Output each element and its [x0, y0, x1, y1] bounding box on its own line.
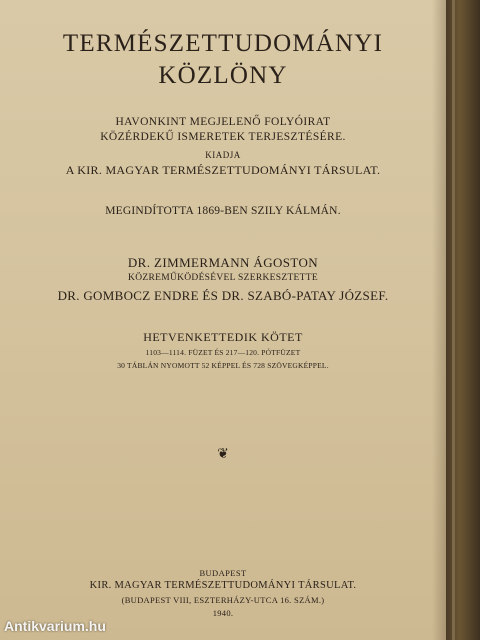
binding-edge [452, 0, 455, 640]
imprint-address: (BUDAPEST VIII, ESZTERHÁZY-UTCA 16. SZÁM.) [121, 595, 325, 605]
volume-illustrations: 30 TÁBLÁN NYOMOTT 52 KÉPPEL ÉS 728 SZÖVEGKÉPPEL. [117, 361, 329, 370]
founded-line: MEGINDÍTOTTA 1869-BEN SZILY KÁLMÁN. [105, 205, 341, 217]
subtitle-line-2: KÖZÉRDEKŰ ISMERETEK TERJESZTÉSÉRE. [100, 131, 346, 143]
imprint-city: BUDAPEST [199, 568, 247, 578]
imprint-society: KIR. MAGYAR TERMÉSZETTUDOMÁNYI TÁRSULAT. [89, 580, 357, 591]
publisher-label: KIADJA [205, 150, 241, 160]
volume-issues: 1103—1114. FÜZET ÉS 217—120. PÓTFÜZET [145, 348, 301, 357]
journal-title-line-2: KÖZLÖNY [158, 62, 288, 89]
volume-title: HETVENKETTEDIK KÖTET [143, 330, 303, 344]
editor-line-1: DR. ZIMMERMANN ÁGOSTON [127, 255, 319, 270]
editor-line-2: KÖZREMŰKÖDÉSÉVEL SZERKESZTETTE [128, 273, 318, 283]
subtitle-line-1: HAVONKINT MEGJELENŐ FOLYÓIRAT [115, 116, 331, 128]
imprint-year: 1940. [212, 608, 234, 618]
watermark-logo: Antikvarium.hu [4, 618, 106, 634]
publisher-name: A KIR. MAGYAR TERMÉSZETTUDOMÁNYI TÁRSULAT. [65, 163, 381, 177]
ornament-icon: ❦ [217, 447, 229, 462]
journal-title-line-1: TERMÉSZETTUDOMÁNYI [62, 30, 384, 57]
editor-line-3: DR. GOMBOCZ ENDRE ÉS DR. SZABÓ-PATAY JÓZSEF. [57, 288, 389, 303]
